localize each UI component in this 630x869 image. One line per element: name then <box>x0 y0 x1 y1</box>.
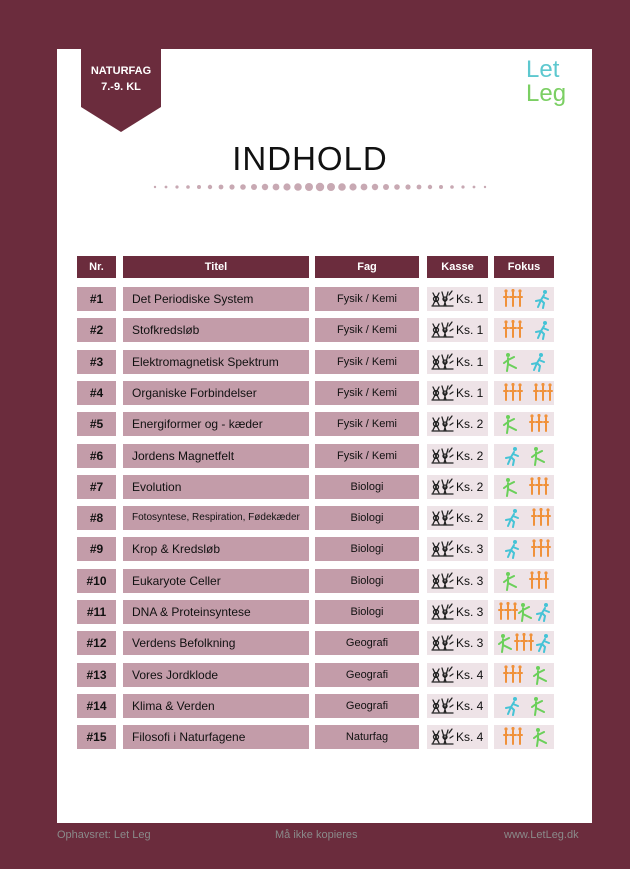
table-row <box>0 663 630 687</box>
row-focus <box>494 412 554 436</box>
runner-icon <box>533 633 553 661</box>
row-box <box>427 631 488 655</box>
footer-notice: Må ikke kopieres <box>275 829 358 841</box>
row-focus <box>494 600 554 624</box>
box-label: Ks. 3 <box>456 605 484 619</box>
row-number: #6 <box>77 444 116 468</box>
row-focus <box>494 725 554 749</box>
divider-dot <box>154 186 156 188</box>
row-title: Filosofi i Naturfagene <box>123 725 309 749</box>
box-icon <box>430 602 454 630</box>
row-title: Evolution <box>123 475 309 499</box>
runner-icon <box>532 289 552 317</box>
table-row <box>0 412 630 436</box>
row-subject: Biologi <box>315 475 419 499</box>
row-subject: Fysik / Kemi <box>315 381 419 405</box>
box-label: Ks. 2 <box>456 417 484 432</box>
row-subject: Naturfag <box>315 725 419 749</box>
table-row <box>0 350 630 374</box>
divider-dot <box>383 184 389 190</box>
box-label: Ks. 3 <box>456 636 484 651</box>
row-number: #9 <box>77 537 116 561</box>
runner-icon <box>502 539 522 567</box>
divider-dot <box>316 183 324 191</box>
row-box <box>427 725 488 749</box>
table-row <box>0 694 630 718</box>
row-title: Stofkredsløb <box>123 318 309 342</box>
group-icon <box>502 320 524 348</box>
runner-icon <box>502 508 522 536</box>
box-icon <box>430 352 454 380</box>
divider-dot <box>473 186 476 189</box>
box-icon <box>430 446 454 474</box>
row-number: #7 <box>77 475 116 499</box>
divider-dot <box>283 183 290 190</box>
divider-dot <box>262 184 268 190</box>
box-label: Ks. 1 <box>456 354 484 369</box>
page-title: INDHOLD <box>232 140 388 177</box>
row-title: Klima & Verden <box>123 694 309 718</box>
row-box <box>427 350 488 374</box>
row-subject: Biologi <box>315 537 419 561</box>
row-focus <box>494 694 554 718</box>
table-row <box>0 506 630 530</box>
kick-icon <box>532 727 550 755</box>
row-number: #2 <box>77 318 116 342</box>
divider-dot <box>361 184 368 191</box>
divider-dot <box>294 183 302 191</box>
row-subject: Biologi <box>315 569 419 593</box>
row-number: #10 <box>77 569 116 593</box>
footer-website: www.LetLeg.dk <box>504 829 579 841</box>
box-label: Ks. 3 <box>456 573 484 588</box>
group-icon <box>528 477 550 505</box>
group-icon <box>502 727 524 755</box>
group-icon <box>497 602 519 630</box>
divider-dot <box>405 184 410 189</box>
runner-icon <box>528 352 548 380</box>
group-icon <box>528 414 550 442</box>
row-number: #5 <box>77 412 116 436</box>
divider-dot <box>273 184 280 191</box>
box-icon <box>430 727 454 755</box>
divider-dot <box>439 185 443 189</box>
row-focus <box>494 506 554 530</box>
box-label: Ks. 2 <box>456 511 484 526</box>
box-icon <box>430 383 454 411</box>
group-icon <box>502 665 524 693</box>
row-title: Det Periodiske System <box>123 287 309 311</box>
row-title: Verdens Befolkning <box>123 631 309 655</box>
divider-dot <box>327 183 335 191</box>
kick-icon <box>502 414 520 442</box>
row-title: Organiske Forbindelser <box>123 381 309 405</box>
row-title: Energiformer og - kæder <box>123 412 309 436</box>
banner-grade: 7.-9. KL <box>101 81 141 93</box>
row-subject: Fysik / Kemi <box>315 412 419 436</box>
divider-dot <box>417 185 422 190</box>
box-icon <box>430 414 454 442</box>
divider-dot <box>450 185 454 189</box>
row-number: #3 <box>77 350 116 374</box>
table-row <box>0 287 630 311</box>
table-row <box>0 318 630 342</box>
divider-dot <box>338 183 346 191</box>
divider-dot <box>394 184 400 190</box>
group-icon <box>530 539 552 567</box>
runner-icon <box>532 320 552 348</box>
row-box <box>427 537 488 561</box>
row-focus <box>494 444 554 468</box>
row-title: Krop & Kredsløb <box>123 537 309 561</box>
row-title: Eukaryote Celler <box>123 569 309 593</box>
row-focus <box>494 663 554 687</box>
row-subject: Fysik / Kemi <box>315 318 419 342</box>
row-focus <box>494 318 554 342</box>
header-kasse: Kasse <box>427 256 488 278</box>
runner-icon <box>502 696 522 724</box>
row-focus <box>494 475 554 499</box>
table-row <box>0 631 630 655</box>
row-number: #8 <box>77 506 116 530</box>
group-icon <box>502 289 524 317</box>
row-number: #11 <box>77 600 116 624</box>
row-box <box>427 506 488 530</box>
letleg-logo: Let Leg <box>526 56 567 107</box>
kick-icon <box>530 446 548 474</box>
divider-dot <box>186 185 190 189</box>
table-row <box>0 569 630 593</box>
row-subject: Biologi <box>315 600 419 624</box>
row-focus <box>494 287 554 311</box>
grade-banner <box>81 49 161 132</box>
table-row <box>0 537 630 561</box>
box-label: Ks. 1 <box>456 385 484 400</box>
box-label: Ks. 1 <box>456 323 484 338</box>
row-number: #4 <box>77 381 116 405</box>
divider-dot <box>484 186 486 188</box>
row-focus <box>494 537 554 561</box>
kick-icon <box>502 352 520 380</box>
row-subject: Geografi <box>315 663 419 687</box>
row-title: Fotosyntese, Respiration, Fødekæder <box>123 506 309 530</box>
row-box <box>427 444 488 468</box>
group-icon <box>513 633 535 661</box>
header-nr: Nr. <box>77 256 116 278</box>
table-row <box>0 600 630 624</box>
divider-dot <box>229 184 234 189</box>
divider-dot <box>305 183 313 191</box>
dotted-divider <box>150 180 490 194</box>
box-label: Ks. 2 <box>456 479 484 494</box>
row-focus <box>494 569 554 593</box>
group-icon <box>530 508 552 536</box>
row-box <box>427 694 488 718</box>
row-number: #15 <box>77 725 116 749</box>
row-subject: Biologi <box>315 506 419 530</box>
row-box <box>427 663 488 687</box>
divider-dot <box>251 184 257 190</box>
row-box <box>427 287 488 311</box>
box-icon <box>430 696 454 724</box>
header-fokus: Fokus <box>494 256 554 278</box>
box-icon <box>430 508 454 536</box>
banner-subject: NATURFAG <box>90 65 152 77</box>
row-focus <box>494 350 554 374</box>
row-title: DNA & Proteinsyntese <box>123 600 309 624</box>
header-fag: Fag <box>315 256 419 278</box>
box-label: Ks. 3 <box>456 542 484 557</box>
row-title: Jordens Magnetfelt <box>123 444 309 468</box>
row-number: #13 <box>77 663 116 687</box>
box-label: Ks. 4 <box>456 730 484 745</box>
divider-dot <box>428 185 432 189</box>
row-subject: Fysik / Kemi <box>315 444 419 468</box>
table-row <box>0 725 630 749</box>
kick-icon <box>530 696 548 724</box>
box-icon <box>430 633 454 661</box>
table-row <box>0 444 630 468</box>
box-label: Ks. 1 <box>456 292 484 306</box>
row-subject: Fysik / Kemi <box>315 350 419 374</box>
divider-dot <box>197 185 201 189</box>
group-icon <box>532 383 554 411</box>
box-icon <box>430 665 454 693</box>
row-number: #1 <box>77 287 116 311</box>
row-subject: Fysik / Kemi <box>315 287 419 311</box>
box-label: Ks. 4 <box>456 698 484 713</box>
divider-dot <box>349 183 356 190</box>
box-label: Ks. 2 <box>456 448 484 463</box>
row-focus <box>494 631 554 655</box>
row-subject: Geografi <box>315 694 419 718</box>
row-box <box>427 569 488 593</box>
table-row <box>0 381 630 405</box>
runner-icon <box>502 446 522 474</box>
box-icon <box>430 539 454 567</box>
footer-copyright: Ophavsret: Let Leg <box>57 829 151 841</box>
box-icon <box>430 477 454 505</box>
divider-dot <box>461 185 464 188</box>
box-label: Ks. 4 <box>456 667 484 682</box>
divider-dot <box>208 185 212 189</box>
row-title: Vores Jordklode <box>123 663 309 687</box>
row-number: #12 <box>77 631 116 655</box>
group-icon <box>502 383 524 411</box>
row-box <box>427 600 488 624</box>
row-subject: Geografi <box>315 631 419 655</box>
row-number: #14 <box>77 694 116 718</box>
divider-dot <box>165 186 168 189</box>
divider-dot <box>372 184 378 190</box>
box-icon <box>430 571 454 599</box>
divider-dot <box>175 185 178 188</box>
row-box <box>427 412 488 436</box>
row-box <box>427 475 488 499</box>
box-icon <box>430 320 454 348</box>
runner-icon <box>533 602 553 630</box>
row-title: Elektromagnetisk Spektrum <box>123 350 309 374</box>
box-icon <box>430 289 454 317</box>
kick-icon <box>502 571 520 599</box>
row-focus <box>494 381 554 405</box>
kick-icon <box>502 477 520 505</box>
group-icon <box>528 571 550 599</box>
divider-dot <box>240 184 246 190</box>
divider-dot <box>219 185 224 190</box>
table-row <box>0 475 630 499</box>
header-title: Titel <box>123 256 309 278</box>
kick-icon <box>532 665 550 693</box>
row-box <box>427 318 488 342</box>
row-box <box>427 381 488 405</box>
